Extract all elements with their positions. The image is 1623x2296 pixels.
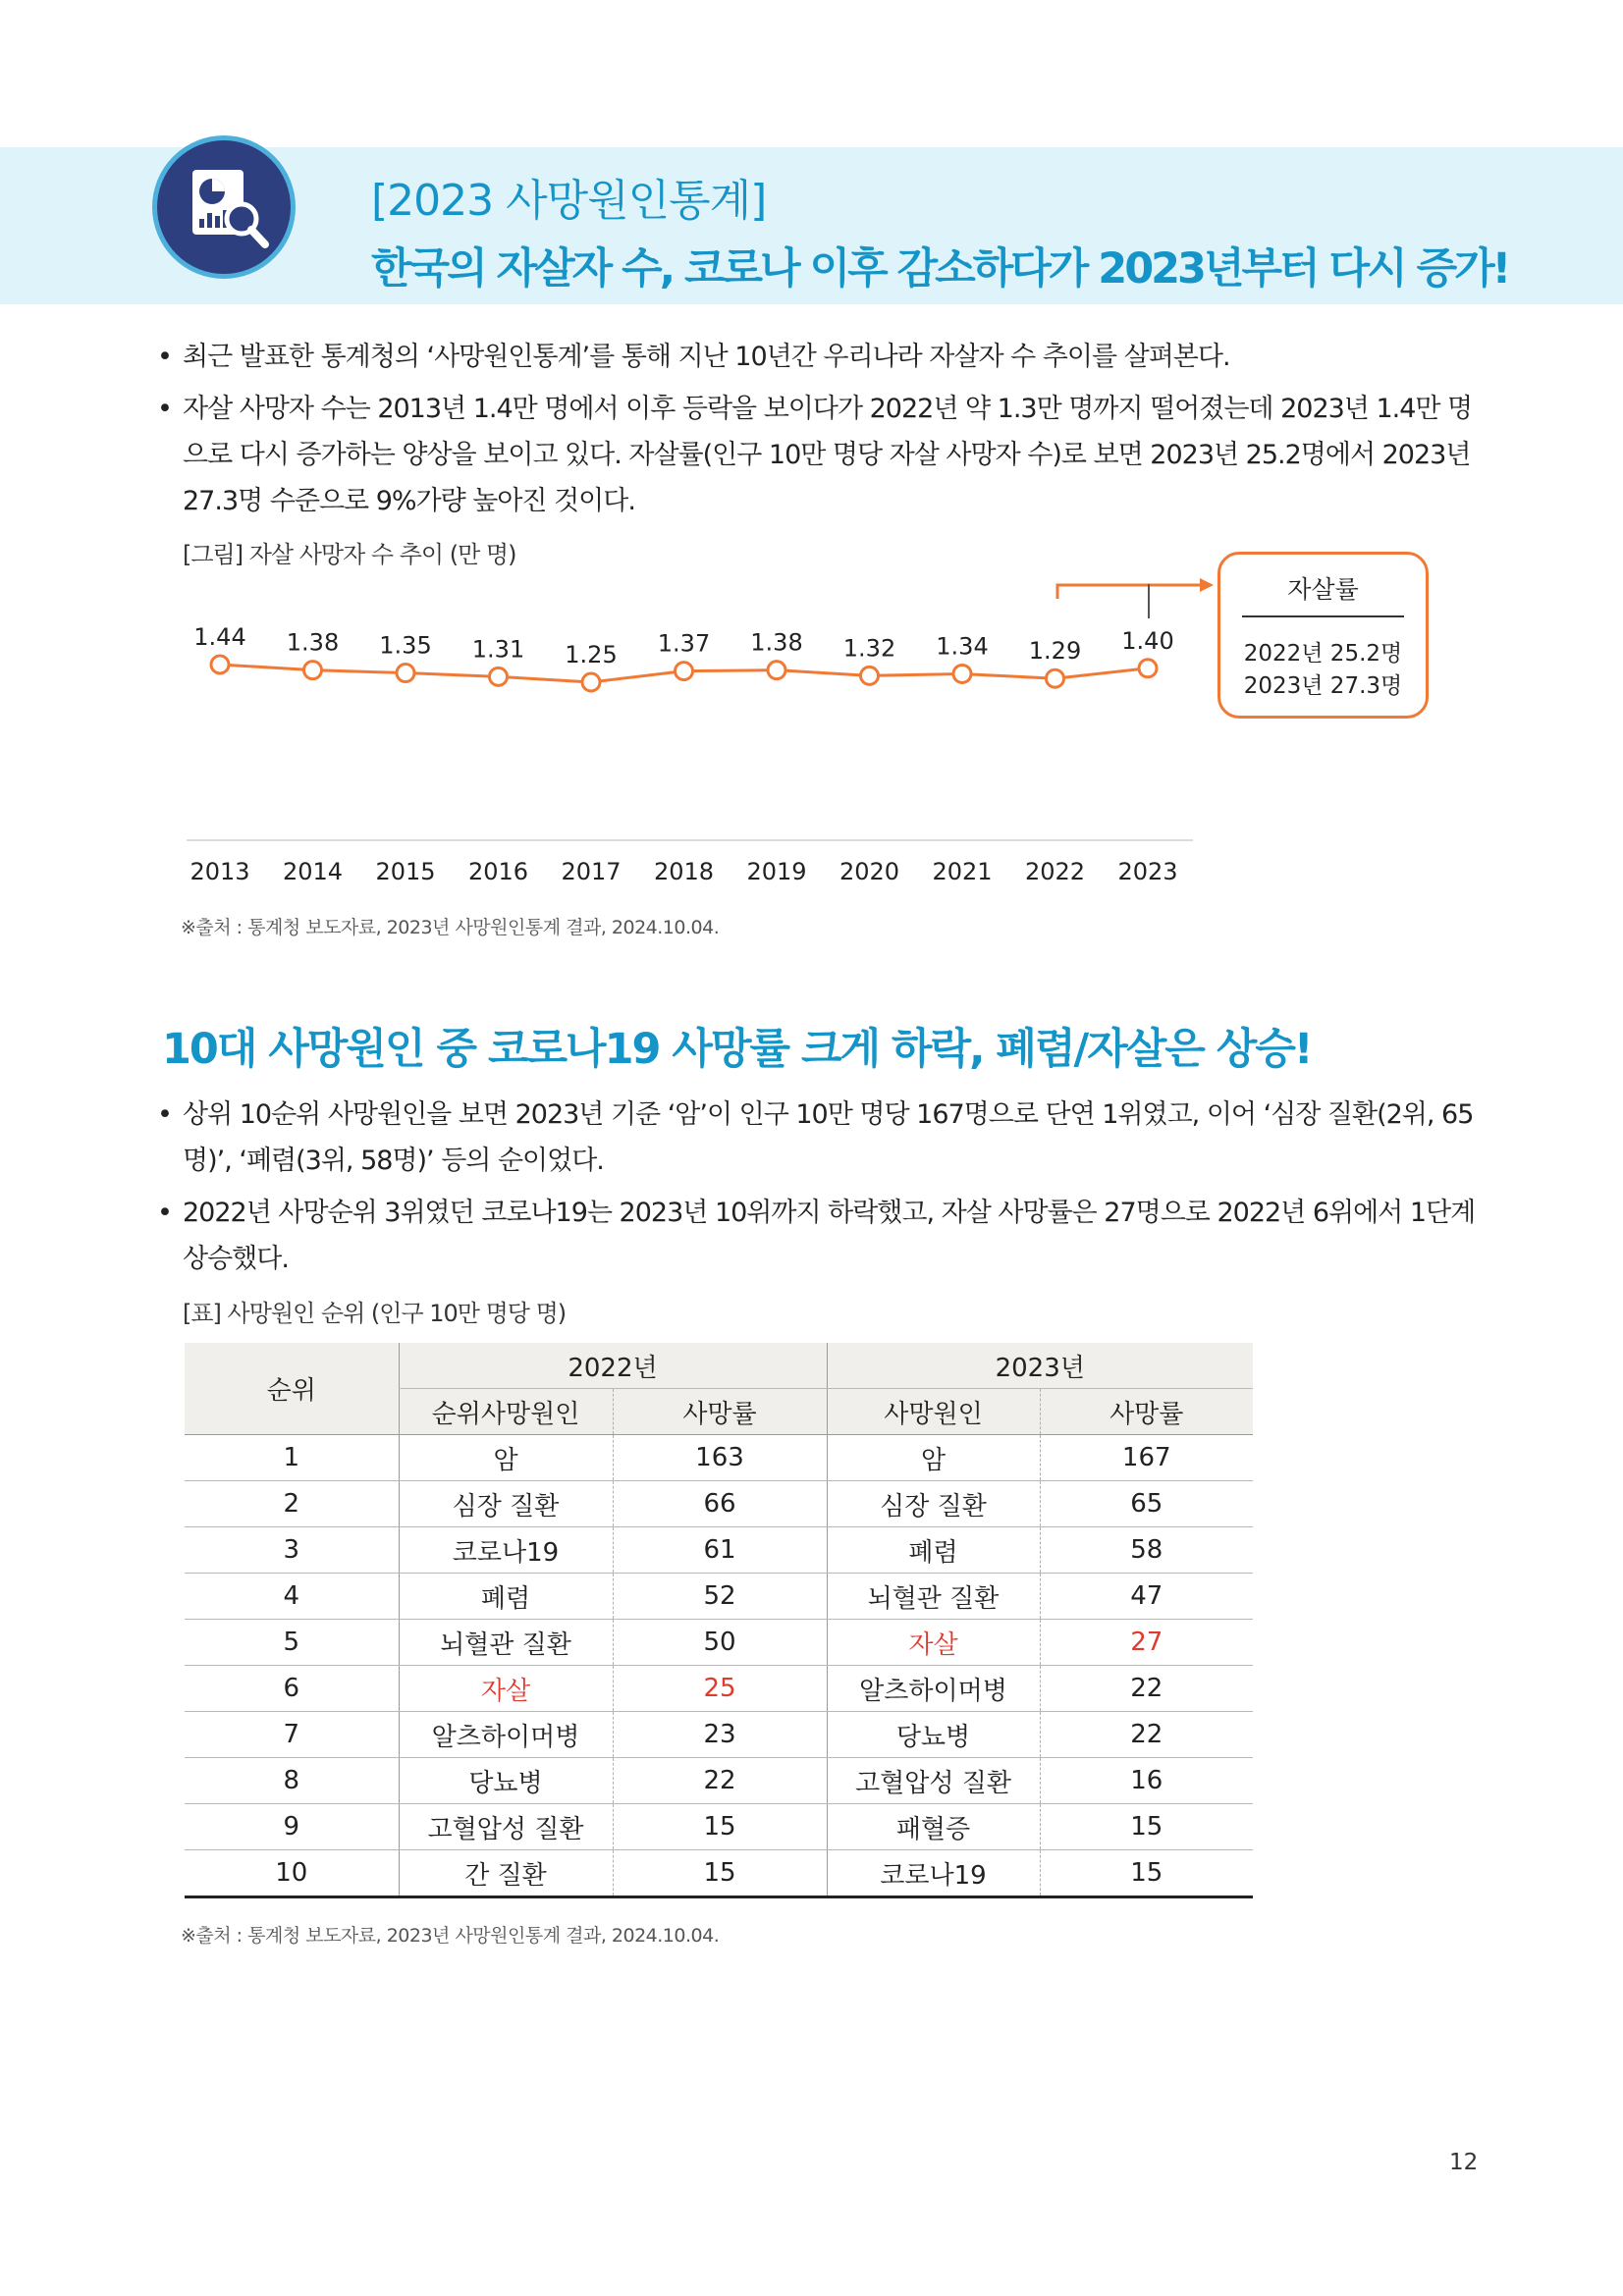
data-point [953, 665, 971, 682]
rate-cell-2023: 22 [1040, 1712, 1253, 1758]
rate-cell-2023-highlight: 27 [1040, 1620, 1253, 1666]
bullet-text: 2022년 사망순위 3위였던 코로나19는 2023년 10위까지 하락했고, 자살 사망률은 27명으로 2022년 6위에서 1단계 상승했다. [183, 1198, 1476, 1274]
data-label: 1.40 [1121, 626, 1174, 655]
table-header-row [185, 1343, 1253, 1389]
bullet-text: 자살 사망자 수는 2013년 1.4만 명에서 이후 등락을 보이다가 2022년 약 1.3만 명까지 떨어졌는데 2023년 1.4만 명으로 다시 증가하는 양상을 보이고 있다. 자살률(인구 10만 명당 자살 사망자 수)로 보면 2023년 25.2명에서 2023년 27.3명 수준으로 9%가량 높아진 것이다. [183, 394, 1473, 516]
data-label: 1.37 [657, 629, 711, 658]
annotation-line: 2022년 25.2명 [1243, 641, 1403, 667]
year-header-2023: 2023년 [827, 1343, 1253, 1389]
cause-cell-2022: 당뇨병 [399, 1758, 613, 1804]
rate-cell-2023: 65 [1040, 1481, 1253, 1527]
rate-cell-2022: 15 [613, 1850, 827, 1897]
rate-header-2022: 사망률 [613, 1389, 827, 1435]
rate-cell-2023: 15 [1040, 1850, 1253, 1897]
table-row [185, 1712, 1253, 1758]
data-point [861, 667, 879, 684]
bullet-text: 상위 10순위 사망원인을 보면 2023년 기준 ‘암’이 인구 10만 명당 167명으로 단연 1위였고, 이어 ‘심장 질환(2위, 65명)’, ‘폐렴(3위, 58명)’ 등의 순이었다. [183, 1099, 1474, 1176]
page-subtitle: 한국의 자살자 수, 코로나 이후 감소하다가 2023년부터 다시 증가! [371, 244, 1509, 294]
rate-header-2023: 사망률 [1040, 1389, 1253, 1435]
cause-cell-2022: 코로나19 [399, 1527, 613, 1574]
cause-cell-2023-highlight: 자살 [827, 1620, 1040, 1666]
data-point [582, 673, 600, 691]
page-title: [2023 사망원인통계] [371, 176, 767, 226]
rank-header: 순위 [185, 1343, 399, 1435]
data-label: 1.32 [842, 634, 896, 663]
annotation-line: 2023년 27.3명 [1243, 673, 1403, 699]
rank-cell: 8 [185, 1758, 399, 1804]
rank-cell: 10 [185, 1850, 399, 1897]
section2-bullet-list [157, 1092, 1478, 1282]
death-cause-rank-table [185, 1343, 1253, 1898]
data-point [304, 662, 322, 679]
rate-cell-2023: 167 [1040, 1435, 1253, 1481]
cause-cell-2022: 고혈압성 질환 [399, 1804, 613, 1850]
page-number: 12 [1449, 2150, 1479, 2175]
rank-cell: 5 [185, 1620, 399, 1666]
cause-header-2022: 순위사망원인 [399, 1389, 613, 1435]
bullet-item: • 상위 10순위 사망원인을 보면 2023년 기준 ‘암’이 인구 10만 명당 167명으로 단연 1위였고, 이어 ‘심장 질환(2위, 65명)’, ‘폐렴(3위, 58명)’ 등의 순이었다. [157, 1099, 1474, 1176]
annotation-title: 자살률 [1287, 575, 1359, 604]
x-tick-label: 2022 [1024, 858, 1086, 885]
rate-cell-2022: 52 [613, 1574, 827, 1620]
bullet-text: 최근 발표한 통계청의 ‘사망원인통계’를 통해 지난 10년간 우리나라 자살자 수 추이를 살펴본다. [183, 342, 1230, 372]
data-point [676, 663, 693, 680]
rate-cell-2023: 16 [1040, 1758, 1253, 1804]
table-source: ※출처 : 통계청 보도자료, 2023년 사망원인통계 결과, 2024.10.04. [181, 1925, 720, 1947]
data-point [490, 667, 508, 685]
rank-cell: 2 [185, 1481, 399, 1527]
cause-cell-2023: 패혈증 [827, 1804, 1040, 1850]
cause-cell-2023: 코로나19 [827, 1850, 1040, 1897]
cause-header-2023: 사망원인 [827, 1389, 1040, 1435]
bullet-item: • 자살 사망자 수는 2013년 1.4만 명에서 이후 등락을 보이다가 2022년 약 1.3만 명까지 떨어졌는데 2023년 1.4만 명으로 다시 증가하는 양상을 보이고 있다. 자살률(인구 10만 명당 자살 사망자 수)로 보면 2023년 25.2명에서 2023년 27.3명 수준으로 9%가량 높아진 것이다. [157, 394, 1473, 516]
rate-cell-2022: 22 [613, 1758, 827, 1804]
rank-cell: 9 [185, 1804, 399, 1850]
cause-cell-2023: 고혈압성 질환 [827, 1758, 1040, 1804]
rank-cell: 6 [185, 1666, 399, 1712]
cause-cell-2022-highlight: 자살 [399, 1666, 613, 1712]
report-magnifier-icon [152, 135, 296, 279]
rank-cell: 3 [185, 1527, 399, 1574]
rate-cell-2022-highlight: 25 [613, 1666, 827, 1712]
x-tick-label: 2021 [932, 858, 993, 885]
data-point [1139, 660, 1157, 677]
annotation-arrowhead [1200, 578, 1214, 592]
cause-cell-2022: 간 질환 [399, 1850, 613, 1897]
rate-cell-2023: 58 [1040, 1527, 1253, 1574]
rate-cell-2023: 22 [1040, 1666, 1253, 1712]
x-tick-label: 2019 [746, 858, 807, 885]
x-tick-label: 2016 [467, 858, 529, 885]
table-row [185, 1758, 1253, 1804]
cause-cell-2022: 뇌혈관 질환 [399, 1620, 613, 1666]
bullet-item: • 2022년 사망순위 3위였던 코로나19는 2023년 10위까지 하락했고, 자살 사망률은 27명으로 2022년 6위에서 1단계 상승했다. [157, 1198, 1476, 1274]
suicide-rate-annotation-box [1217, 552, 1429, 719]
x-tick-label: 2023 [1117, 858, 1178, 885]
data-label: 1.31 [471, 635, 525, 664]
table-row [185, 1620, 1253, 1666]
cause-cell-2023: 폐렴 [827, 1527, 1040, 1574]
x-tick-label: 2017 [561, 858, 622, 885]
cause-cell-2023: 심장 질환 [827, 1481, 1040, 1527]
data-label: 1.38 [286, 628, 340, 657]
rate-cell-2022: 61 [613, 1527, 827, 1574]
rank-cell: 1 [185, 1435, 399, 1481]
rate-cell-2022: 23 [613, 1712, 827, 1758]
rate-cell-2023: 15 [1040, 1804, 1253, 1850]
data-label: 1.29 [1028, 637, 1082, 666]
x-tick-label: 2018 [653, 858, 715, 885]
table-caption: [표] 사망원인 순위 (인구 10만 명당 명) [183, 1300, 567, 1327]
data-point [397, 665, 414, 682]
data-label: 1.38 [750, 628, 803, 657]
table-row [185, 1804, 1253, 1850]
cause-cell-2023: 당뇨병 [827, 1712, 1040, 1758]
year-header-2022: 2022년 [399, 1343, 827, 1389]
rate-cell-2022: 66 [613, 1481, 827, 1527]
data-point [211, 656, 229, 673]
cause-cell-2023: 암 [827, 1435, 1040, 1481]
data-point [768, 662, 785, 679]
rate-cell-2022: 163 [613, 1435, 827, 1481]
cause-cell-2022: 암 [399, 1435, 613, 1481]
cause-cell-2022: 폐렴 [399, 1574, 613, 1620]
rate-cell-2022: 50 [613, 1620, 827, 1666]
rank-cell: 7 [185, 1712, 399, 1758]
table-row [185, 1666, 1253, 1712]
cause-cell-2023: 뇌혈관 질환 [827, 1574, 1040, 1620]
rate-cell-2022: 15 [613, 1804, 827, 1850]
annotation-connector [1057, 585, 1211, 599]
x-tick-label: 2014 [282, 858, 344, 885]
annotation-divider [1242, 615, 1404, 617]
x-tick-label: 2013 [189, 858, 250, 885]
rank-cell: 4 [185, 1574, 399, 1620]
cause-cell-2022: 심장 질환 [399, 1481, 613, 1527]
intro-bullet-list [157, 334, 1478, 524]
table-row [185, 1435, 1253, 1481]
data-label: 1.34 [936, 632, 989, 661]
data-label: 1.44 [193, 623, 246, 651]
section-heading: 10대 사망원인 중 코로나19 사망률 크게 하락, 폐렴/자살은 상승! [162, 1025, 1312, 1074]
data-point [1047, 669, 1064, 687]
rate-cell-2023: 47 [1040, 1574, 1253, 1620]
x-tick-label: 2015 [375, 858, 436, 885]
table-row [185, 1574, 1253, 1620]
bullet-item: • 최근 발표한 통계청의 ‘사망원인통계’를 통해 지난 10년간 우리나라 자살자 수 추이를 살펴본다. [157, 342, 1230, 372]
cause-cell-2023: 알츠하이머병 [827, 1666, 1040, 1712]
table-row [185, 1850, 1253, 1897]
figure-caption: [그림] 자살 사망자 수 추이 (만 명) [183, 541, 516, 568]
table-row [185, 1527, 1253, 1574]
table-row [185, 1481, 1253, 1527]
figure-source: ※출처 : 통계청 보도자료, 2023년 사망원인통계 결과, 2024.10.04. [181, 917, 720, 938]
data-label: 1.25 [565, 641, 618, 668]
cause-cell-2022: 알츠하이머병 [399, 1712, 613, 1758]
data-label: 1.35 [379, 631, 432, 660]
x-tick-label: 2020 [839, 858, 900, 885]
